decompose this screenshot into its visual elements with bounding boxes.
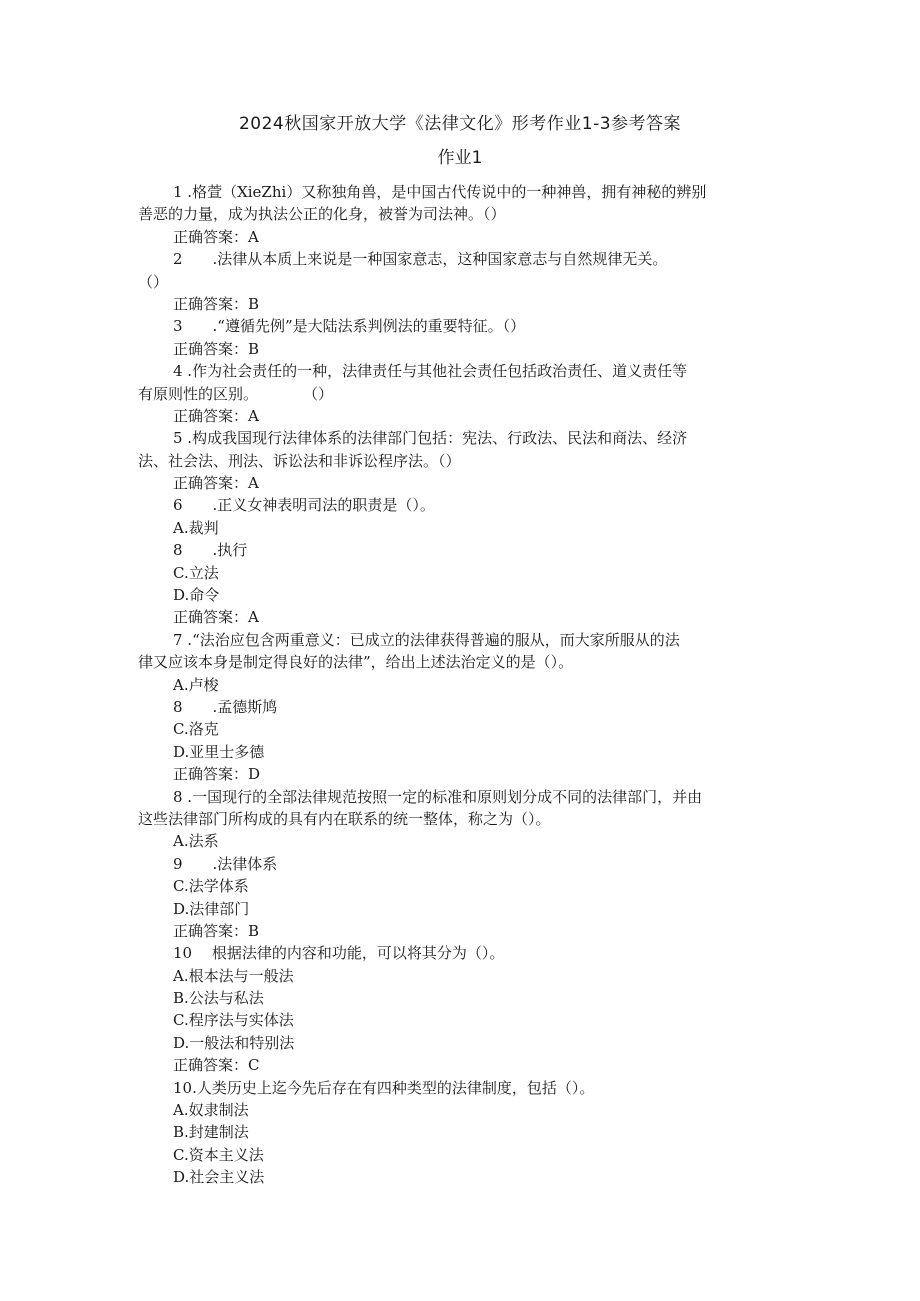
text-line: 10.人类历史上迄今先后存在有四种类型的法律制度，包括（）。 [173,1078,595,1097]
text-line: 法、社会法、刑法、诉讼法和非诉讼程序法。（） [138,451,461,470]
text-line: 10 根据法律的内容和功能，可以将其分为（）。 [173,944,505,963]
text-line: 善恶的力量，成为执法公正的化身，被誉为司法神。（） [138,205,506,224]
text-line: A.奴隶制法 [173,1101,249,1120]
text-line: 正确答案：B [173,294,260,313]
text-line: 正确答案：B [173,921,260,940]
text-line: 7 .“法治应包含两重意义：已成立的法律获得普遍的服从，而大家所服从的法 [173,630,680,649]
text-line: 2 .法律从本质上来说是一种国家意志，这种国家意志与自然规律无关。 [173,250,668,269]
text-line: 8 .一国现行的全部法律规范按照一定的标准和原则划分成不同的法律部门，并由 [173,787,703,806]
section-heading: 作业1 [437,148,483,168]
text-line: C.洛克 [173,720,219,739]
text-line: 正确答案：A [173,406,259,425]
text-line: C.立法 [173,563,219,582]
text-line: 律又应该本身是制定得良好的法律”，给出上述法治定义的是（）。 [138,653,574,672]
text-line: B.公法与私法 [173,989,264,1008]
text-line: 有原则性的区别。 （） [138,384,334,403]
text-line: 8 .孟德斯鸠 [173,697,278,716]
text-line: 5 .构成我国现行法律体系的法律部门包括：宪法、行政法、民法和商法、经济 [173,429,688,448]
text-line: C.程序法与实体法 [173,1011,294,1030]
text-line: C.资本主义法 [173,1145,264,1164]
document-title: 2024秋国家开放大学《法律文化》形考作业1-3参考答案 [238,114,682,134]
text-line: 正确答案：B [173,339,260,358]
text-line: C.法学体系 [173,877,249,896]
text-line: （） [138,272,169,291]
text-line: D.一般法和特别法 [173,1033,295,1052]
text-line: 正确答案：C [173,1056,260,1075]
text-line: 9 .法律体系 [173,854,278,873]
text-line: A.根本法与一般法 [173,966,294,985]
text-line: D.亚里士多德 [173,742,265,761]
text-line: 正确答案：A [173,474,259,493]
text-line: 正确答案：A [173,227,259,246]
text-line: D.法律部门 [173,899,250,918]
text-line: 1 .格萱（XieZhi）又称独角兽，是中国古代传说中的一种神兽，拥有神秘的辨别 [173,183,707,201]
text-line: 4 .作为社会责任的一种，法律责任与其他社会责任包括政治责任、道义责任等 [173,362,688,381]
text-line: 8 .执行 [173,541,248,560]
text-line: 6 .正义女神表明司法的职责是（）。 [173,496,435,515]
text-line: A.卢梭 [173,675,219,694]
text-line: D.命令 [173,586,220,605]
text-line: 这些法律部门所构成的具有内在联系的统一整体，称之为（）。 [138,809,551,828]
text-line: D.社会主义法 [173,1168,265,1187]
text-line: B.封建制法 [173,1123,249,1142]
document-body [138,181,778,1189]
text-line: A.法系 [173,832,219,851]
text-line: 正确答案：D [173,765,261,784]
text-line: A.裁判 [173,518,219,537]
text-line: 正确答案：A [173,608,259,627]
text-line: 3 .“遵循先例”是大陆法系判例法的重要特征。（） [173,317,526,336]
